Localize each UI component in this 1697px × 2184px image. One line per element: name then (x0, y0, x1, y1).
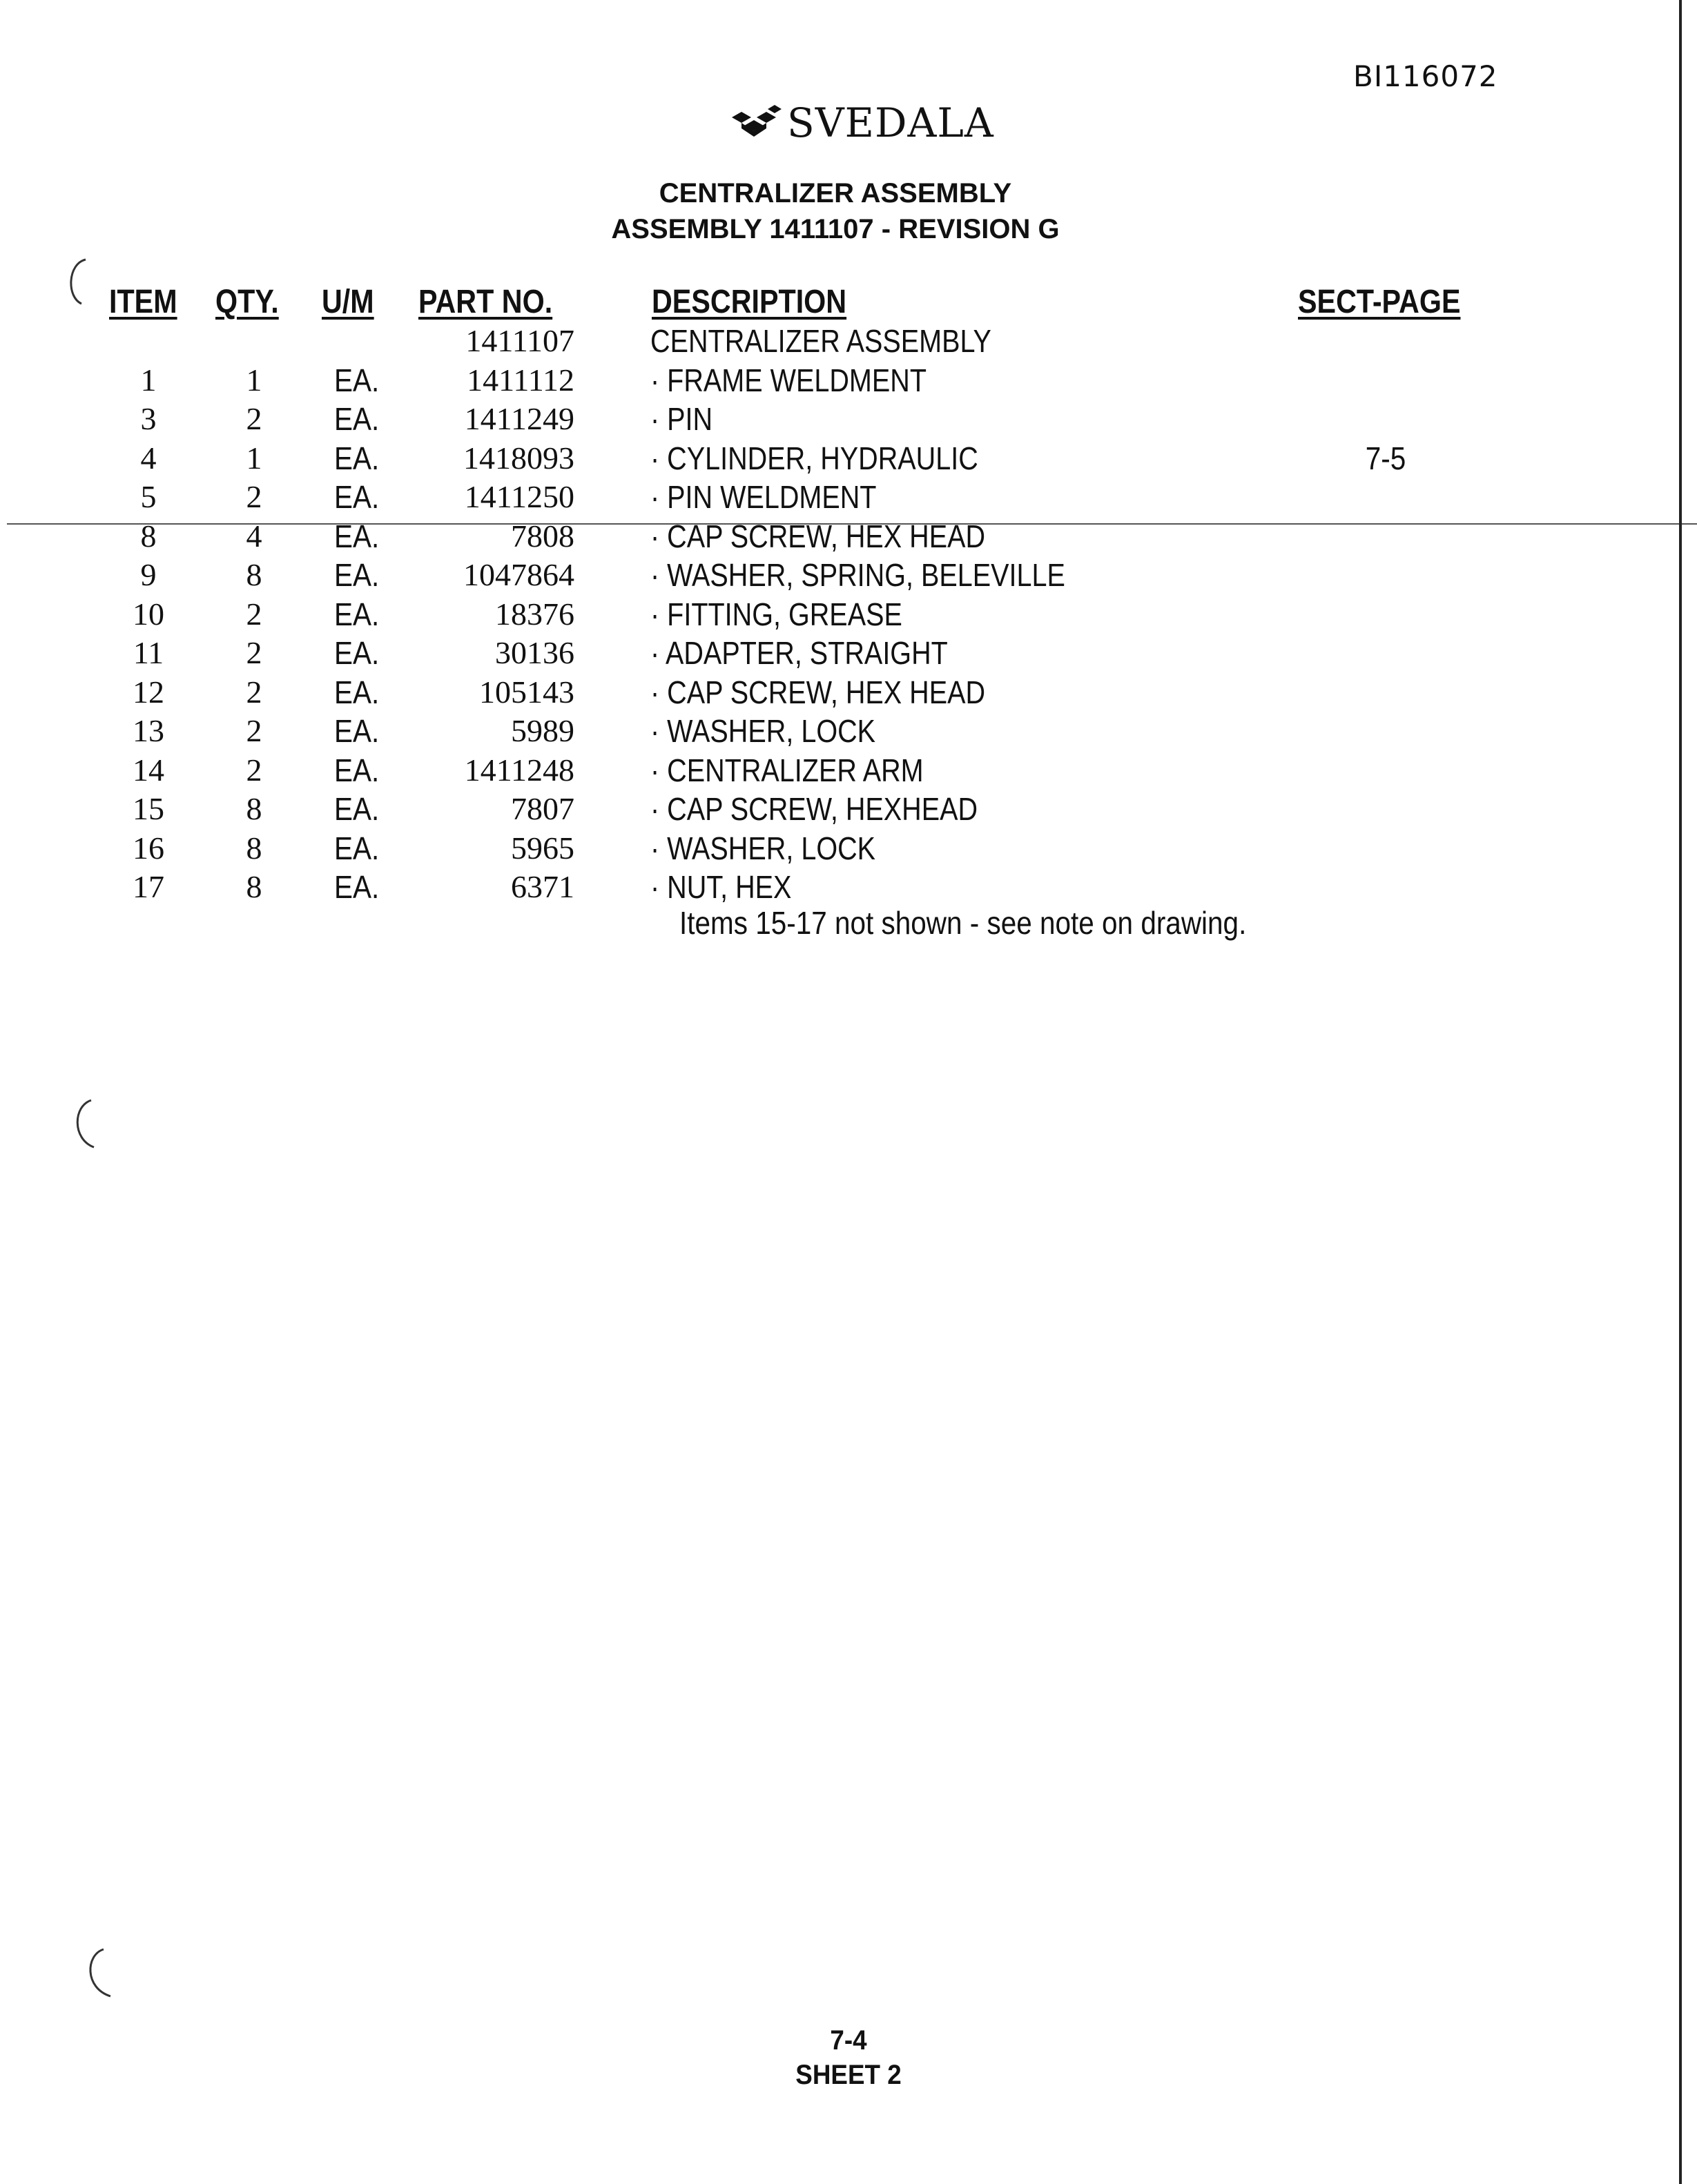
description-cell: CENTRALIZER ASSEMBLY (650, 323, 991, 359)
description-cell: · CYLINDER, HYDRAULIC (650, 440, 978, 476)
binder-hole-mark (58, 255, 113, 318)
table-row (0, 361, 1697, 400)
table-row (0, 556, 1697, 595)
table-row (0, 517, 1697, 556)
part-no-cell: 105143 (479, 674, 574, 710)
um-cell: EA. (334, 440, 380, 476)
table-row (0, 595, 1697, 634)
column-header-um: U/M (322, 284, 374, 320)
brand-name: SVEDALA (787, 99, 994, 146)
part-no-cell: 5989 (511, 713, 574, 748)
item-cell: 9 (140, 557, 157, 592)
part-no-cell: 5965 (511, 830, 574, 866)
description-cell: · CAP SCREW, HEXHEAD (650, 791, 978, 827)
description-cell: · ADAPTER, STRAIGHT (650, 635, 948, 671)
footnote: Items 15-17 not shown - see note on drawing. (679, 905, 1247, 941)
table-row (0, 673, 1697, 712)
column-header-qty: QTY. (215, 284, 279, 320)
qty-cell: 8 (246, 869, 262, 904)
description-cell: · FRAME WELDMENT (650, 362, 927, 398)
document-title: CENTRALIZER ASSEMBLY (659, 178, 1012, 208)
item-cell: 16 (133, 830, 164, 866)
qty-cell: 4 (246, 518, 262, 554)
part-no-cell: 1411250 (464, 479, 574, 514)
sect-page-cell: 7-5 (1365, 440, 1406, 476)
item-cell: 4 (140, 440, 157, 476)
item-cell: 8 (140, 518, 157, 554)
table-row (0, 868, 1697, 907)
description-cell: · PIN WELDMENT (650, 479, 877, 515)
description-cell: · PIN (650, 401, 713, 437)
part-no-cell: 1418093 (463, 440, 574, 476)
binder-hole-mark (64, 1096, 119, 1158)
item-cell: 12 (133, 674, 164, 710)
um-cell: EA. (334, 791, 380, 827)
scan-edge-line (1679, 0, 1682, 2184)
table-row (0, 790, 1697, 829)
um-cell: EA. (334, 635, 380, 671)
um-cell: EA. (334, 674, 380, 710)
part-no-cell: 7807 (511, 791, 574, 826)
description-cell: · WASHER, LOCK (650, 713, 876, 749)
document-subtitle: ASSEMBLY 1411107 - REVISION G (611, 214, 1060, 244)
table-row (0, 634, 1697, 673)
table-row (0, 322, 1697, 361)
table-row (0, 712, 1697, 751)
um-cell: EA. (334, 752, 380, 788)
column-header-part-no: PART NO. (418, 284, 553, 320)
document-id: BI116072 (1353, 59, 1498, 93)
description-cell: · CENTRALIZER ARM (650, 752, 924, 788)
part-no-cell: 6371 (511, 869, 574, 904)
part-no-cell: 18376 (495, 596, 574, 632)
part-no-cell: 7808 (511, 518, 574, 554)
qty-cell: 2 (246, 674, 262, 710)
description-cell: · NUT, HEX (650, 869, 792, 905)
column-header-description: DESCRIPTION (652, 284, 847, 320)
qty-cell: 8 (246, 791, 262, 826)
qty-cell: 2 (246, 479, 262, 514)
description-cell: · CAP SCREW, HEX HEAD (650, 674, 986, 710)
svedala-diamond-logo-icon (729, 102, 784, 144)
qty-cell: 1 (246, 440, 262, 476)
part-no-cell: 1411248 (464, 752, 574, 788)
description-cell: · FITTING, GREASE (650, 596, 902, 632)
um-cell: EA. (334, 479, 380, 515)
sheet-number: SHEET 2 (795, 2060, 902, 2090)
qty-cell: 1 (246, 362, 262, 398)
qty-cell: 8 (246, 557, 262, 592)
item-cell: 13 (133, 713, 164, 748)
um-cell: EA. (334, 596, 380, 632)
qty-cell: 2 (246, 635, 262, 670)
qty-cell: 8 (246, 830, 262, 866)
qty-cell: 2 (246, 596, 262, 632)
item-cell: 15 (133, 791, 164, 826)
um-cell: EA. (334, 518, 380, 554)
table-row (0, 478, 1697, 517)
part-no-cell: 30136 (495, 635, 574, 670)
brand-logo (729, 95, 994, 150)
item-cell: 3 (140, 401, 157, 436)
um-cell: EA. (334, 713, 380, 749)
item-cell: 5 (140, 479, 157, 514)
item-cell: 14 (133, 752, 164, 788)
qty-cell: 2 (246, 752, 262, 788)
table-row (0, 400, 1697, 439)
binder-hole-mark (76, 1945, 131, 2007)
um-cell: EA. (334, 557, 380, 593)
page-number: 7-4 (830, 2025, 867, 2056)
table-row (0, 829, 1697, 868)
part-no-cell: 1411112 (467, 362, 574, 398)
um-cell: EA. (334, 362, 380, 398)
um-cell: EA. (334, 401, 380, 437)
part-no-cell: 1411249 (464, 401, 574, 436)
column-header-item: ITEM (109, 284, 177, 320)
scan-horizontal-line (7, 523, 1697, 525)
description-cell: · WASHER, SPRING, BELEVILLE (650, 557, 1065, 593)
item-cell: 17 (133, 869, 164, 904)
item-cell: 11 (133, 635, 164, 670)
table-row (0, 751, 1697, 790)
um-cell: EA. (334, 830, 380, 866)
qty-cell: 2 (246, 401, 262, 436)
part-no-cell: 1047864 (463, 557, 574, 592)
item-cell: 1 (140, 362, 157, 398)
um-cell: EA. (334, 869, 380, 905)
table-row (0, 439, 1697, 478)
item-cell: 10 (133, 596, 164, 632)
column-header-sect-page: SECT-PAGE (1298, 284, 1461, 320)
qty-cell: 2 (246, 713, 262, 748)
description-cell: · CAP SCREW, HEX HEAD (650, 518, 986, 554)
parts-table (0, 322, 1697, 907)
description-cell: · WASHER, LOCK (650, 830, 876, 866)
part-no-cell: 1411107 (465, 323, 574, 358)
